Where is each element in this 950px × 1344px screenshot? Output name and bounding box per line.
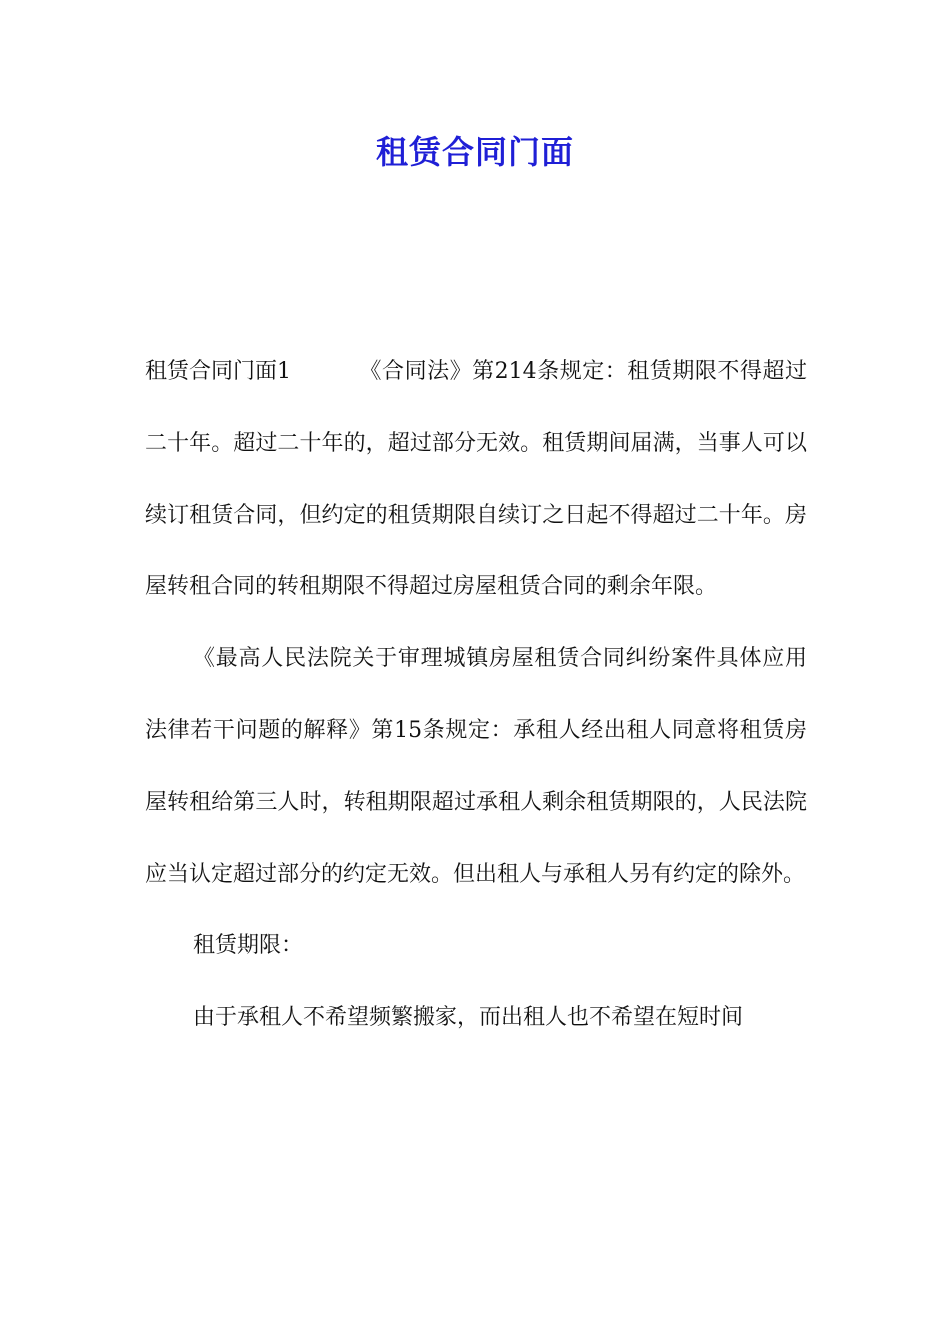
section-heading: 租赁合同门面1 bbox=[145, 359, 291, 384]
paragraph-2 bbox=[145, 623, 807, 910]
document-title: 租赁合同门面 bbox=[375, 133, 574, 171]
document-body bbox=[145, 336, 807, 1054]
paragraph-1 bbox=[145, 336, 807, 623]
paragraph-4 bbox=[145, 982, 807, 1054]
paragraph-text: 《最高人民法院关于审理城镇房屋租赁合同纠纷案件具体应用法律若干问题的解释》第15条规定：承租人经出租人同意将租赁房屋转租给第三人时，转租期限超过承租人剩余租赁期限的，人民法院应当认定超过部分的约定无效。但出租人与承租人另有约定的除外。 bbox=[145, 646, 807, 887]
paragraph-text: 租赁期限： bbox=[193, 933, 304, 959]
paragraph-text: 《合同法》第214条规定：租赁期限不得超过二十年。超过二十年的，超过部分无效。租赁期间届满，当事人可以续订租赁合同，但约定的租赁期限自续订之日起不得超过二十年。房屋转租合同的转租期限不得超过房屋租赁合同的剩余年限。 bbox=[145, 359, 807, 600]
paragraph-3 bbox=[145, 910, 807, 982]
paragraph-text: 由于承租人不希望频繁搬家，而出租人也不希望在短时间 bbox=[193, 1005, 744, 1031]
